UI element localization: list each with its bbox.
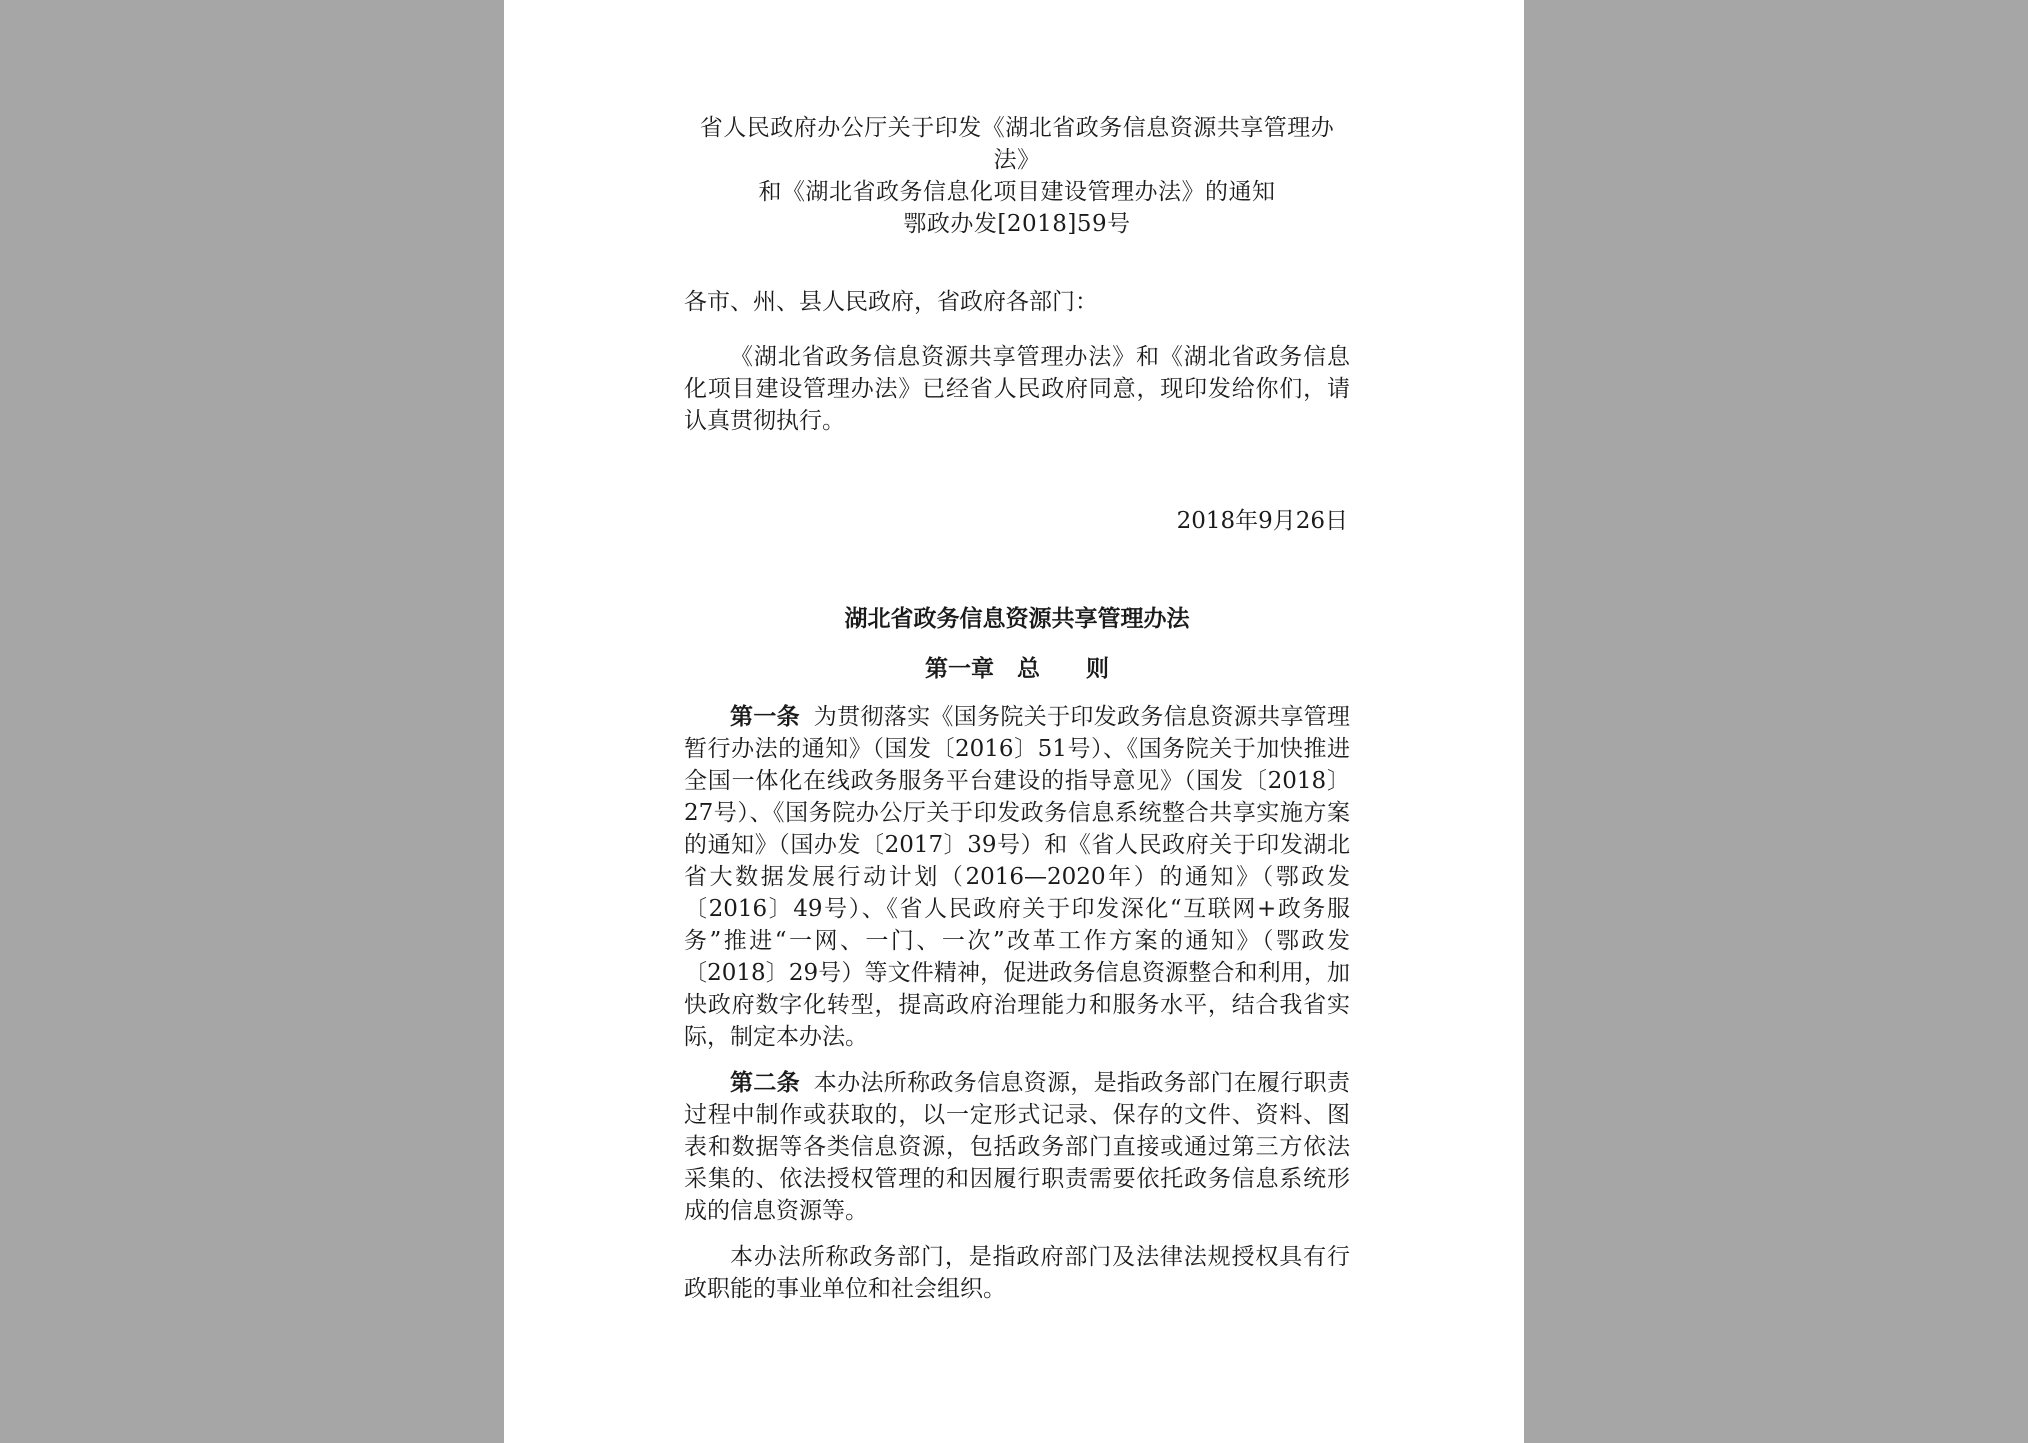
addressee: 各市、州、县人民政府，省政府各部门： [684, 289, 1098, 315]
article-2-text: 本办法所称政务信息资源，是指政务部门在履行职责过程中制作或获取的，以一定形式记录、保存的文件、资料、图表和数据等各类信息资源，包括政务部门直接或通过第三方依法采集的、依法授权管理的和因履行职责需要依托政务信息系统形成的信息资源等。 [684, 1070, 1350, 1224]
document-content [684, 112, 1350, 1305]
article-2 [684, 1067, 1350, 1227]
article-1 [684, 701, 1350, 1053]
notice-title-line-1: 省人民政府办公厅关于印发《湖北省政务信息资源共享管理办法》 [699, 115, 1335, 173]
document-page [504, 0, 1524, 1443]
notice-title-line-2: 和《湖北省政务信息化项目建设管理办法》的通知 [758, 179, 1276, 205]
article-2-label: 第二条 [730, 1069, 800, 1096]
article-1-text: 为贯彻落实《国务院关于印发政务信息资源共享管理暂行办法的通知》（国发〔2016〕51号）、《国务院关于加快推进全国一体化在线政务服务平台建设的指导意见》（国发〔2018〕27号）、《国务院办公厅关于印发政务信息系统整合共享实施方案的通知》（国办发〔2017〕39号）和《省人民政府关于印发湖北省大数据发展行动计划（2016—2020年）的通知》（鄂政发〔2016〕49号）、《省人民政府关于印发深化“互联网+政务服务”推进“一网、一门、一次”改革工作方案的通知》（鄂政发〔2018〕29号）等文件精神，促进政务信息资源整合和利用，加快政府数字化转型，提高政府治理能力和服务水平，结合我省实际，制定本办法。 [684, 704, 1350, 1050]
article-1-label: 第一条 [730, 703, 800, 730]
document-number: 鄂政办发[2018]59号 [903, 211, 1131, 237]
chapter-heading: 第一章 总 则 [925, 655, 1109, 682]
issue-date: 2018年9月26日 [1176, 508, 1348, 534]
article-2-paragraph-2: 本办法所称政务部门，是指政府部门及法律法规授权具有行政职能的事业单位和社会组织。 [684, 1244, 1350, 1302]
regulation-title: 湖北省政务信息资源共享管理办法 [844, 605, 1190, 632]
notice-title [684, 112, 1350, 240]
notice-body: 《湖北省政务信息资源共享管理办法》和《湖北省政务信息化项目建设管理办法》已经省人民政府同意，现印发给你们，请认真贯彻执行。 [684, 344, 1350, 434]
